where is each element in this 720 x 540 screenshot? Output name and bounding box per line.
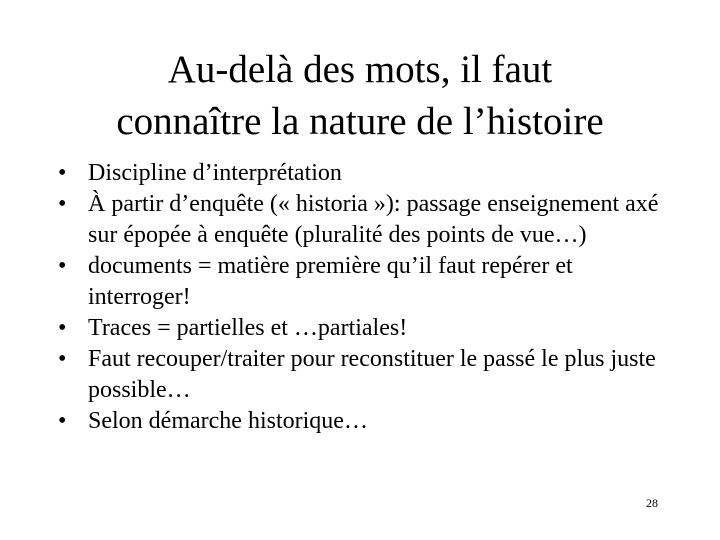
bullet-text: documents = matière première qu’il faut repérer et interroger! bbox=[88, 253, 573, 310]
bullet-icon: • bbox=[58, 191, 67, 217]
bullet-item bbox=[58, 158, 678, 189]
bullet-icon: • bbox=[58, 160, 67, 186]
bullet-item bbox=[58, 189, 678, 251]
slide-title bbox=[40, 44, 680, 148]
bullet-text: Traces = partielles et …partiales! bbox=[88, 315, 408, 341]
bullet-list bbox=[58, 158, 678, 437]
slide-title-line-2: connaître la nature de l’histoire bbox=[116, 100, 604, 143]
slide-title-line-1: Au-delà des mots, il faut bbox=[167, 48, 553, 91]
bullet-item bbox=[58, 251, 678, 313]
bullet-text: À partir d’enquête (« historia »): passage enseignement axé sur épopée à enquête (pluralité des points de vue…) bbox=[88, 191, 659, 248]
bullet-icon: • bbox=[58, 253, 67, 279]
bullet-item bbox=[58, 344, 678, 406]
bullet-icon: • bbox=[58, 346, 67, 372]
bullet-item bbox=[58, 313, 678, 344]
bullet-icon: • bbox=[58, 408, 67, 434]
bullet-text: Discipline d’interprétation bbox=[88, 160, 342, 186]
bullet-icon: • bbox=[58, 315, 67, 341]
bullet-item bbox=[58, 406, 678, 437]
bullet-text: Faut recouper/traiter pour reconstituer le passé le plus juste possible… bbox=[88, 346, 656, 403]
bullet-text: Selon démarche historique… bbox=[88, 408, 368, 434]
page-number: 28 bbox=[646, 496, 658, 510]
